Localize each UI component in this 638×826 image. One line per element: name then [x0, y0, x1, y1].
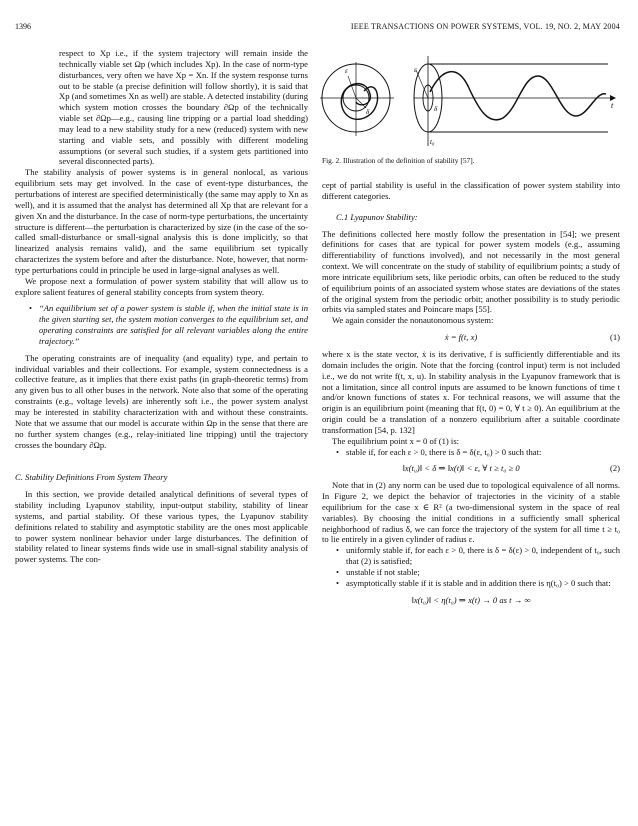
stability-illustration	[318, 46, 618, 154]
equation-expression: ‖x(t₀)‖ < η(t₀) ⇒ x(t) → 0 as t → ∞	[411, 594, 531, 605]
figure-caption: Fig. 2. Illustration of the definition of stability [57].	[322, 156, 475, 165]
delta-label: δ	[434, 105, 438, 113]
paragraph: In this section, we provide detailed analytical definitions of several types of stability including Lyapunov stability, input-output stability, stability of linear systems, and partial stability. Of these various types, the Lyapunov stability definitions related to stability and asymptotic stability are the ones most applicable to power system nonlinear behavior under large disturbances. The definition of stability related to linear systems finds wide use in small-signal stability analysis of power systems. The con-	[15, 489, 308, 565]
bullet-text: unstable if not stable;	[346, 567, 420, 577]
bullet-glyph: •	[336, 545, 340, 556]
epsilon-label: ε	[345, 67, 348, 75]
t0-label: t₀	[430, 138, 435, 146]
definition-bullet-asymptotically-stable	[322, 578, 620, 589]
paragraph: We propose next a formulation of power system stability that will allow us to explore salient features of general stability concepts from system theory.	[15, 275, 308, 297]
running-header: IEEE TRANSACTIONS ON POWER SYSTEMS, VOL. 19, NO. 2, MAY 2004	[350, 22, 620, 31]
paragraph: We again consider the nonautonomous system:	[332, 315, 494, 326]
epsilon-label: ε	[414, 66, 417, 74]
bullet-glyph: •	[336, 567, 340, 577]
bullet-glyph: •	[29, 303, 33, 314]
section-heading: C.1 Lyapunov Stability:	[336, 211, 418, 222]
figure-2	[318, 46, 618, 154]
cylinder-diagram	[414, 56, 616, 146]
paragraph: Note that in (2) any norm can be used due to topological equivalence of all norms. In Figure 2, we depict the behavior of trajectories in the vicinity of a stable equilibrium for the case x ∈ R² (a two-dimensional system in the space of real variables). By choosing the initial conditions in a sufficiently small spherical neighborhood of radius δ, we can force the trajectory of the system for all time t ≥ t₀ to lie entirely in a given cylinder of radius ε.	[322, 480, 620, 545]
equation-2	[322, 463, 620, 474]
definition-bullet-stable	[322, 447, 620, 458]
left-column	[15, 48, 308, 565]
t-axis-label: t	[611, 101, 614, 110]
paragraph: cept of partial stability is useful in the classification of power system stability into different categories.	[322, 180, 620, 201]
paragraph: respect to Xp i.e., if the system trajectory will remain inside the technically viable set Ωp (which includes Xp). In the case of norm-type disturbances, very often we have Xp = Xn. If the system response turns out to be stable (a precise definition will follow shortly), it is said that Xp (and sometimes Xn as well) are stable. A detected instability (during which system motion crosses the boundary ∂Ωp of the technically viable set ∂Ωp—e.g., causing line tripping or a partial load shedding) may lead to a new stability study for a new (reduced) system with new starting and viable sets, and possibly with different modeling assumptions (or several such studies, if a system gets partitioned into several disconnected parts).	[59, 48, 308, 167]
right-column	[322, 180, 620, 612]
equation-expression: ‖x(t₀)‖ < δ ⇒ ‖x(t)‖ < ε, ∀ t ≥ t₀ ≥ 0	[402, 463, 520, 474]
stability-definition-quote: “An equilibrium set of a power system is stable if, when the initial state is in the given starting set, the system motion converges to the equilibrium set, and operating constraints are satisfied for all relevant variables along the entire trajectory.”	[39, 303, 308, 346]
equation-expression: ẋ = f(t, x)	[444, 332, 478, 343]
paragraph: The stability analysis of power systems is in general nonlocal, as various equilibrium sets may get involved. In the case of event-type disturbances, the perturbations of interest are specified deterministically (the same may apply to Xn as well), and it is assumed that the analyst has determined all Xp that are relevant for a given Xn and the disturbance. In the case of norm-type perturbations, the uncertainty structure is different—the perturbation is characterized by size (in the case of the so-called small-disturbance or small-signal analysis this is done implicitly, so that linearized analysis remains valid), and the same equilibrium set typically characterizes the system before and after the disturbance. Note, however, that norm-type perturbations could in principle be used in large-signal analyses as well.	[15, 167, 308, 275]
definition-bullet-unstable	[322, 567, 620, 578]
page-number: 1396	[15, 22, 31, 31]
quote-bullet	[15, 303, 308, 346]
bullet-text: uniformly stable if, for each ε > 0, there is δ = δ(ε) > 0, independent of t₀, such that (2) is satisfied;	[346, 545, 620, 567]
bullet-glyph: •	[336, 577, 340, 588]
section-heading: C. Stability Definitions From System Theory	[15, 472, 168, 483]
bullet-text: stable if, for each ε > 0, there is δ = δ(ε, t₀) > 0 such that:	[346, 446, 542, 457]
equation-1	[322, 332, 620, 343]
definition-bullet-uniformly-stable	[322, 545, 620, 567]
equation-3	[322, 595, 620, 606]
paragraph: where x is the state vector, ẋ is its derivative, f is sufficiently differentiable and its domain includes the origin. Note that the forcing (control input) term is not included i.e., we do not write f(t, x, u). In stability analysis in the Lyapunov framework that is not a limitation, since all control inputs are assumed to be known functions of time t and/or known functions of states x. For technical reasons, we will assume that the origin is an equilibrium point (meaning that f(t, 0) = 0, ∀ t ≥ 0). An equilibrium at the origin could be a translation of a nonzero equilibrium after a suitable coordinate transformation [54, p. 132]	[322, 348, 620, 435]
phase-plane-diagram	[320, 62, 394, 136]
equation-number: (2)	[609, 463, 620, 474]
delta-label: δ	[366, 108, 370, 116]
paragraph: The definitions collected here mostly follow the presentation in [54]; we present definitions for cases that are typical for power system models (e.g., assuming differentiability of functions involved), and not necessarily in the most general context. We will concentrate on the study of stability of equilibrium points; a study of more intricate equilibrium sets, like periodic orbits, can often be reduced to the study of equilibrium points of an associated system whose states are deviations of the states of the original system from the periodic orbit; another possibility is to study periodic orbits via sampled states and Poincare maps [55].	[322, 228, 620, 315]
paragraph: The equilibrium point x = 0 of (1) is:	[332, 435, 460, 446]
equation-number: (1)	[609, 332, 620, 343]
bullet-glyph: •	[336, 446, 340, 457]
bullet-text: asymptotically stable if it is stable and in addition there is η(t₀) > 0 such that:	[346, 577, 611, 588]
paragraph: The operating constraints are of inequality (and equality) type, and pertain to individual variables and their collections. For example, system connectedness is a collective feature, as it implies that there exist paths (in graph-theoretic terms) from any given bus to all other buses in the network. Note also that some of the operating constraints (e.g., voltage levels) are inherently soft i.e., the power system analyst may be interested in stability characterization with and without these constraints. Note that we assume that our model is accurate within Ωp in the sense that there are no further system changes (e.g., relay-initiated line tripping) until the trajectory crosses the boundary ∂Ωp.	[15, 352, 308, 450]
